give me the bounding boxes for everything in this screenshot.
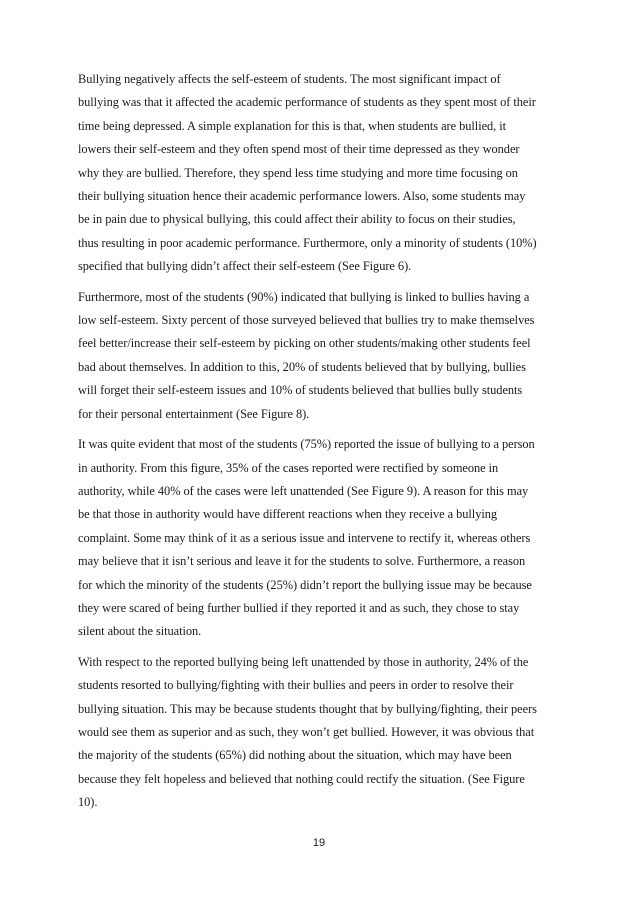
paragraph	[78, 286, 562, 426]
paragraph	[78, 68, 562, 279]
text-line: specified that bullying didn’t affect their self-esteem (See Figure 6).	[78, 259, 412, 274]
text-line: Furthermore, most of the students (90%) indicated that bullying is linked to bullies having a	[78, 289, 530, 304]
text-line: complaint. Some may think of it as a serious issue and intervene to rectify it, whereas others	[78, 530, 531, 545]
text-line: the majority of the students (65%) did nothing about the situation, which may have been	[78, 748, 512, 763]
text-line: bad about themselves. In addition to this, 20% of students believed that by bullying, bullies	[78, 359, 526, 374]
paragraph	[78, 651, 562, 815]
text-line: be that those in authority would have different reactions when they receive a bullying	[78, 507, 498, 522]
text-line: their bullying situation hence their academic performance lowers. Also, some students may	[78, 189, 526, 204]
text-line: be in pain due to physical bullying, this could affect their ability to focus on their studies,	[78, 212, 516, 227]
text-line: will forget their self-esteem issues and 10% of students believed that bullies bully students	[78, 383, 523, 398]
text-line: for their personal entertainment (See Figure 8).	[78, 406, 310, 421]
text-line: they were scared of being further bullied if they reported it and as such, they chose to stay	[78, 600, 520, 615]
text-line: for which the minority of the students (25%) didn’t report the bullying issue may be because	[78, 577, 532, 592]
text-line: With respect to the reported bullying being left unattended by those in authority, 24% of the	[78, 654, 529, 669]
text-line: It was quite evident that most of the students (75%) reported the issue of bullying to a person	[78, 437, 535, 452]
text-line: may believe that it isn’t serious and leave it for the students to solve. Furthermore, a reason	[78, 554, 526, 569]
paragraph	[78, 433, 562, 644]
text-line: feel better/increase their self-esteem by picking on other students/making other students feel	[78, 336, 531, 351]
text-line: bullying situation. This may be because students thought that by bullying/fighting, their peers	[78, 701, 537, 716]
text-line: why they are bullied. Therefore, they spend less time studying and more time focusing on	[78, 165, 518, 180]
text-line: authority, while 40% of the cases were left unattended (See Figure 9). A reason for this may	[78, 483, 529, 498]
text-line: 10).	[78, 795, 98, 810]
text-line: time being depressed. A simple explanation for this is that, when students are bullied, it	[78, 118, 507, 133]
text-line: lowers their self-esteem and they often spend most of their time depressed as they wonder	[78, 142, 520, 157]
text-line: students resorted to bullying/fighting with their bullies and peers in order to resolve their	[78, 678, 514, 693]
text-line: bullying was that it affected the academic performance of students as they spent most of their	[78, 95, 536, 110]
page-number: 19	[312, 837, 326, 849]
text-line: silent about the situation.	[78, 624, 202, 639]
text-line: Bullying negatively affects the self-esteem of students. The most significant impact of	[78, 72, 501, 86]
text-line: in authority. From this figure, 35% of the cases reported were rectified by someone in	[78, 460, 499, 475]
body-text	[78, 68, 562, 822]
text-line: low self-esteem. Sixty percent of those surveyed believed that bullies try to make themselves	[78, 313, 535, 328]
text-line: would see them as superior and as such, they won’t get bullied. However, it was obvious that	[78, 724, 535, 739]
text-line: thus resulting in poor academic performance. Furthermore, only a minority of students (10%)	[78, 235, 537, 250]
text-line: because they felt hopeless and believed that nothing could rectify the situation. (See Figure	[78, 771, 525, 786]
